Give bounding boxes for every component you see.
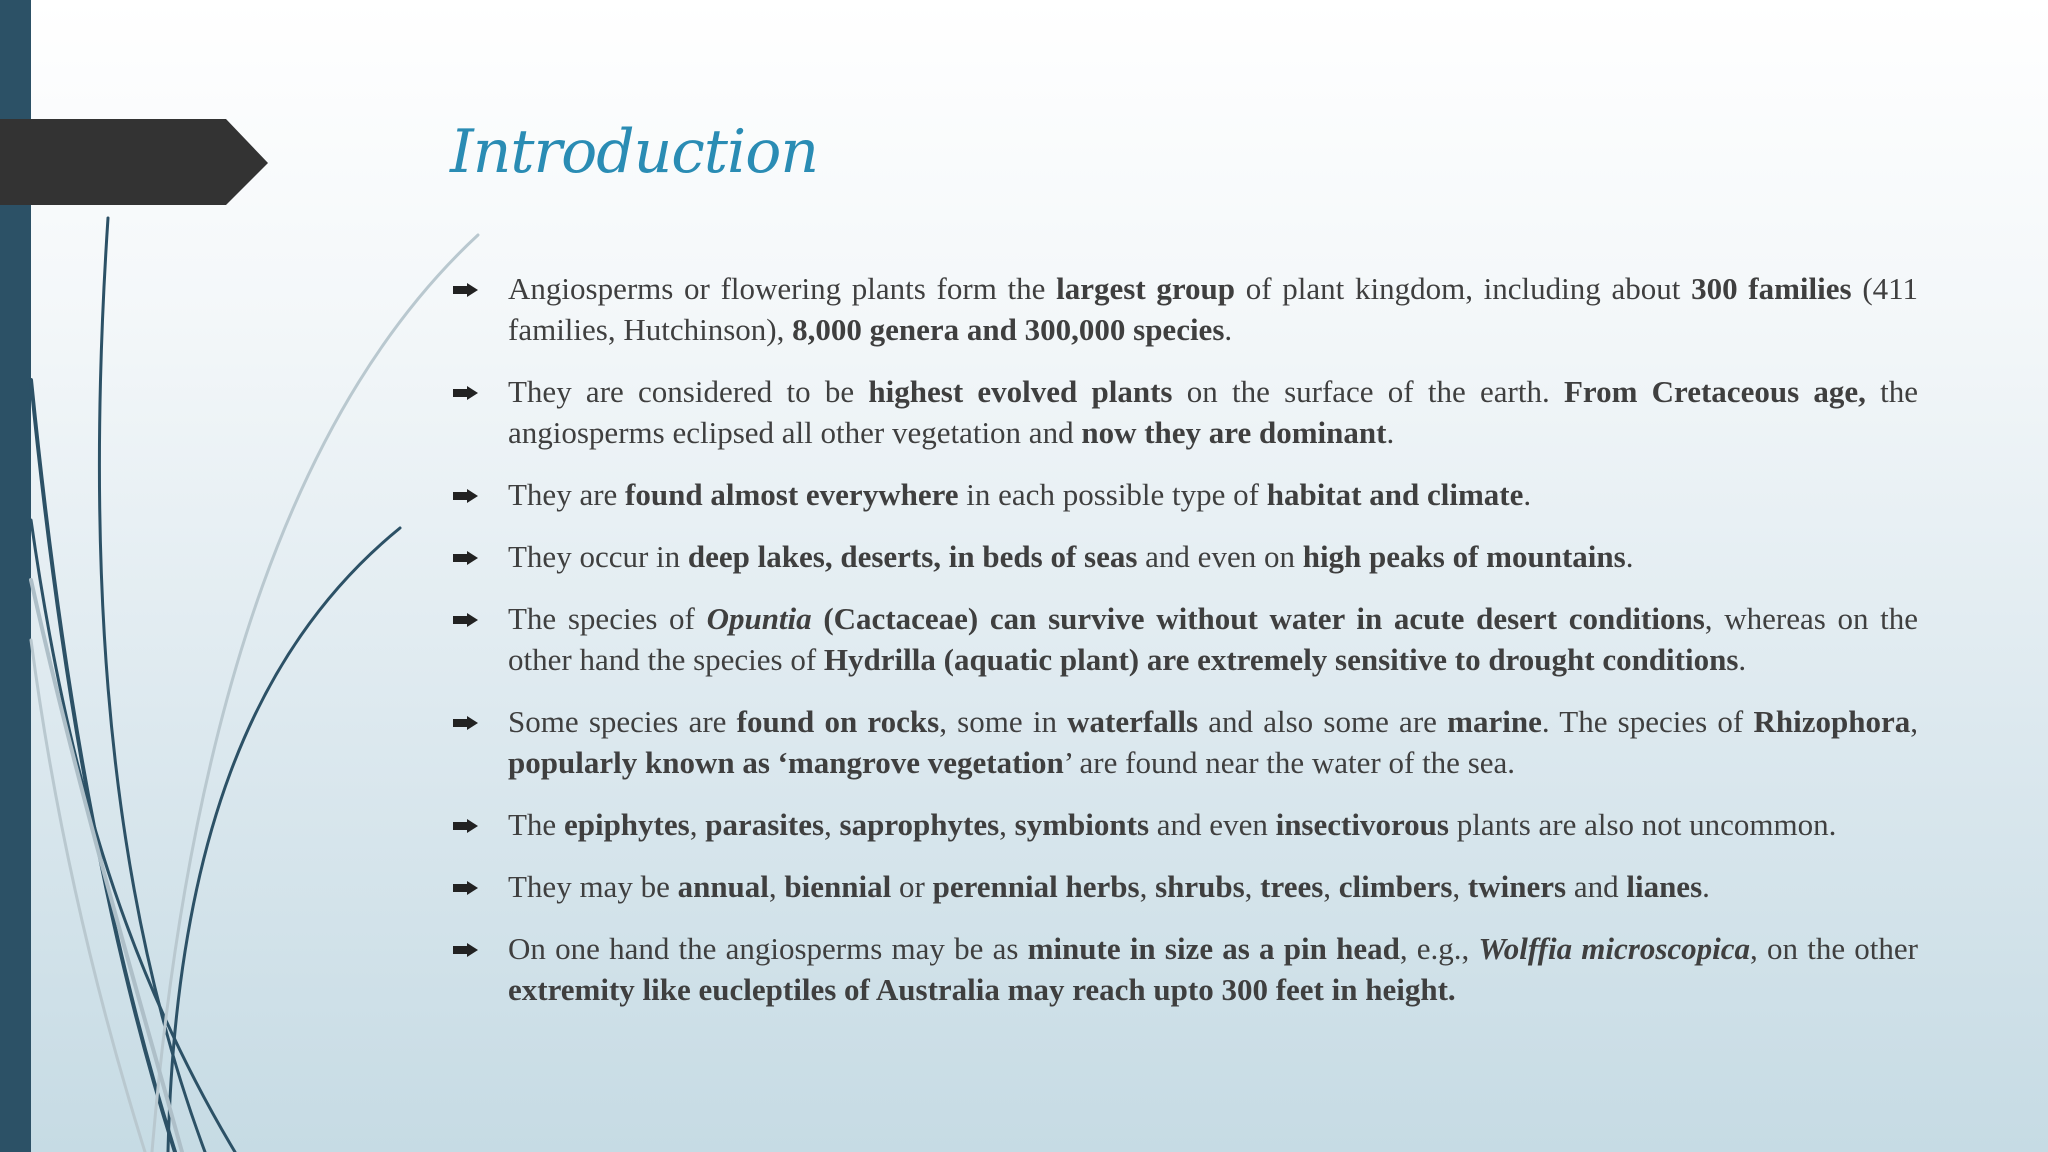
bullet-text: and even: [1149, 807, 1276, 842]
bullet-text: .: [1625, 539, 1634, 574]
emphasis-text: shrubs: [1155, 869, 1245, 904]
bullet-item: [450, 268, 1918, 350]
emphasis-text: waterfalls: [1067, 704, 1199, 739]
right-pointing-arrow-icon: [453, 551, 478, 565]
bullet-text: and even on: [1137, 539, 1303, 574]
slide-title: Introduction: [450, 117, 818, 187]
emphasis-text: 8,000 genera and 300,000 species: [792, 312, 1225, 347]
emphasis-text: parasites: [705, 807, 825, 842]
bullet-text: ,: [824, 807, 840, 842]
emphasis-text: From Cretaceous age,: [1563, 374, 1866, 409]
right-pointing-arrow-icon: [453, 613, 478, 627]
emphasis-text: Hydrilla (aquatic plant) are extremely sensitive to drought conditions: [823, 642, 1739, 677]
emphasis-text: habitat and climate: [1266, 477, 1524, 512]
right-pointing-arrow-icon: [453, 943, 478, 957]
bullet-text: or: [891, 869, 933, 904]
emphasis-text: found on rocks: [736, 704, 940, 739]
emphasis-text: highest evolved plants: [868, 374, 1173, 409]
emphasis-text: symbionts: [1014, 807, 1150, 842]
emphasis-text: found almost everywhere: [625, 477, 959, 512]
emphasis-text: epiphytes: [563, 807, 690, 842]
bullet-text: ’ are found near the water of the sea.: [1063, 745, 1516, 780]
bullet-text: ,: [1244, 869, 1261, 904]
emphasis-text: now they are dominant: [1081, 415, 1387, 450]
emphasis-text: annual: [677, 869, 769, 904]
bullet-item: [450, 928, 1918, 1010]
bullet-text: in each possible type of: [958, 477, 1267, 512]
bullet-text: and: [1566, 869, 1627, 904]
emphasis-text: extremity like eucleptiles of Australia may reach upto 300 feet in height.: [508, 972, 1456, 1007]
right-pointing-arrow-icon: [453, 881, 478, 895]
bullet-text: On one hand the angiosperms may be as: [508, 931, 1028, 966]
right-pointing-arrow-icon: [453, 386, 478, 400]
emphasis-text: Rhizophora: [1753, 704, 1911, 739]
bullet-item: [450, 866, 1918, 907]
bullet-text: (411 families, Hutchinson),: [508, 271, 1918, 347]
emphasis-text: biennial: [784, 869, 892, 904]
emphasis-text: high peaks of mountains: [1302, 539, 1626, 574]
bullet-text: ,: [1452, 869, 1468, 904]
bullet-text: Angiosperms or flowering plants form the: [508, 271, 1057, 306]
emphasis-text: insectivorous: [1275, 807, 1449, 842]
bullet-text: ,: [768, 869, 785, 904]
emphasis-text: minute in size as a pin head: [1027, 931, 1400, 966]
bullet-text: plants are also not uncommon.: [1448, 807, 1837, 842]
bullet-text: .: [1738, 642, 1747, 677]
bullet-text: , on the other: [1750, 931, 1918, 966]
bullet-text: .: [1702, 869, 1710, 904]
bullet-text: and also some are: [1198, 704, 1448, 739]
emphasis-text: deep lakes, deserts, in beds of seas: [687, 539, 1138, 574]
emphasis-text: largest group: [1056, 271, 1236, 306]
bullet-item: [450, 598, 1918, 680]
bullet-text: The species of: [508, 601, 707, 636]
bullet-text: Some species are: [508, 704, 737, 739]
bullet-item: [450, 536, 1918, 577]
emphasis-text: perennial herbs: [932, 869, 1140, 904]
bullet-text: They may be: [508, 869, 678, 904]
bullet-text: They are: [508, 477, 626, 512]
right-pointing-arrow-icon: [453, 819, 478, 833]
bullet-text: ,: [1139, 869, 1156, 904]
bullet-text: .: [1523, 477, 1532, 512]
emphasis-text: 300 families: [1691, 271, 1852, 306]
bullet-text: ,: [999, 807, 1015, 842]
bullet-list: [450, 268, 1918, 1031]
bullet-text: The: [508, 807, 564, 842]
emphasis-text: climbers: [1338, 869, 1453, 904]
bullet-text: of plant kingdom, including about: [1235, 271, 1692, 306]
emphasis-text: saprophytes: [839, 807, 1000, 842]
emphasis-text: Opuntia: [706, 601, 812, 636]
emphasis-text: twiners: [1467, 869, 1567, 904]
bullet-text: , e.g.,: [1399, 931, 1479, 966]
bullet-text: .: [1224, 312, 1233, 347]
right-pointing-arrow-icon: [453, 489, 478, 503]
right-pointing-arrow-icon: [453, 283, 478, 297]
bullet-text: They occur in: [508, 539, 688, 574]
bullet-text: ,: [1910, 704, 1918, 739]
bullet-item: [450, 804, 1918, 845]
emphasis-text: lianes: [1626, 869, 1703, 904]
bullet-text: ,: [1323, 869, 1339, 904]
bullet-item: [450, 474, 1918, 515]
emphasis-text: (Cactaceae) can survive without water in acute desert conditions: [811, 601, 1705, 636]
bullet-item: [450, 701, 1918, 783]
bullet-text: They are considered to be: [508, 374, 869, 409]
bullet-text: , whereas on the other hand the species of: [508, 601, 1918, 677]
emphasis-text: marine: [1447, 704, 1542, 739]
bullet-text: .: [1386, 415, 1395, 450]
bullet-item: [450, 371, 1918, 453]
bullet-text: ,: [689, 807, 706, 842]
title-tab-arrow: [0, 119, 270, 207]
bullet-text: . The species of: [1541, 704, 1754, 739]
emphasis-text: popularly known as ‘mangrove vegetation: [508, 745, 1064, 780]
bullet-text: on the surface of the earth.: [1172, 374, 1564, 409]
bullet-text: , some in: [939, 704, 1068, 739]
emphasis-text: trees: [1260, 869, 1324, 904]
bullet-text: the angiosperms eclipsed all other vegetation and: [508, 374, 1919, 450]
emphasis-text: Wolffia microscopica: [1478, 931, 1751, 966]
right-pointing-arrow-icon: [453, 716, 478, 730]
